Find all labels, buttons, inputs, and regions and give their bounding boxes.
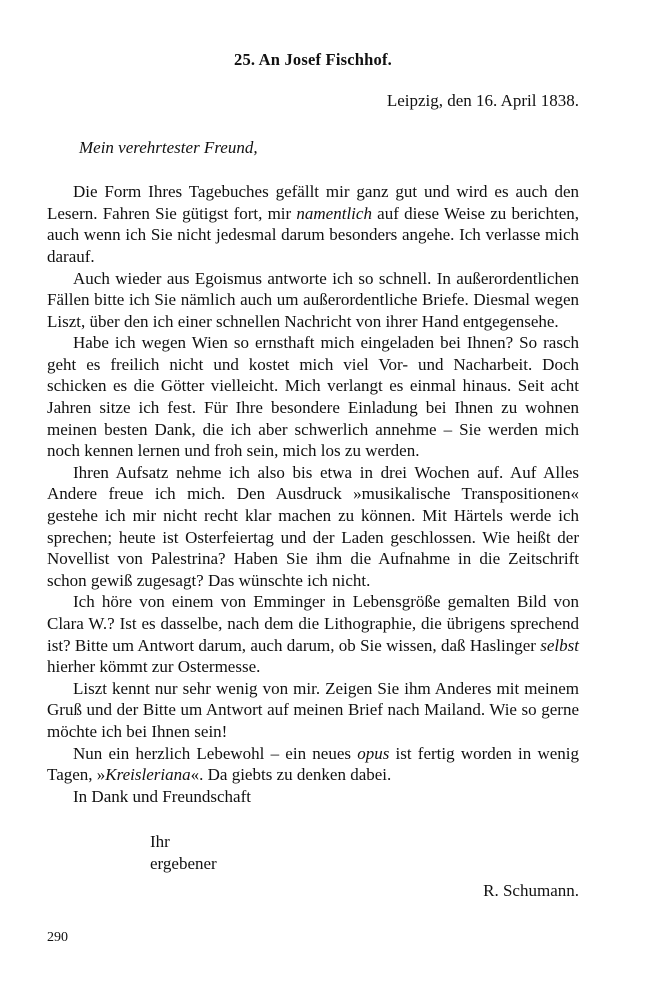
body-text: auf diese Weise zu berichten, auch wenn ich Sie nicht jedesmal darum besonders angehe. Ich verlasse mich darauf.	[47, 203, 580, 266]
emphasis-text: selbst	[540, 635, 579, 655]
body-text: «. Da giebts zu denken dabei.	[190, 765, 392, 785]
paragraph	[47, 332, 579, 462]
letter-title: 25. An Josef Fischhof.	[234, 50, 392, 69]
signature-line-1: Ihr	[150, 832, 170, 852]
paragraph	[47, 743, 579, 786]
letter-body	[47, 181, 579, 786]
body-text: Die Form Ihres Tagebuches gefällt mir ganz gut und wird es auch den Lesern. Fahren Sie gütigst fort, mir	[47, 182, 579, 223]
signature-name: R. Schumann.	[483, 881, 579, 901]
body-text: ist fertig worden in wenig Tagen, »	[47, 743, 579, 785]
paragraph	[47, 462, 579, 592]
body-text: Ihren Aufsatz nehme ich also bis etwa in drei Wochen auf. Auf Alles Andere freue ich mich. Den Ausdruck »musikalische Transpositionen« gestehe ich mir nicht recht klar machen zu können. Mit Härtels werde ich sprechen; heute ist Osterfeiertag und der Laden geschlossen. Wie heißt der Novellist von Palestrina? Haben Sie ihm die Aufnahme in die Zeitschrift schon gewiß zugesagt? Das wünschte ich nicht.	[47, 462, 579, 590]
emphasis-text: namentlich	[296, 203, 372, 223]
body-text: Nun ein herzlich Lebewohl – ein neues	[73, 743, 358, 763]
body-text: Ich höre von einem von Emminger in Lebensgröße gemalten Bild von Clara W.? Ist es dasselbe, nach dem die Lithographie, die übrigens sprechend ist? Bitte um Antwort darum, auch darum, ob Sie wissen, daß Haslinger	[47, 592, 579, 655]
body-text: Habe ich wegen Wien so ernsthaft mich eingeladen bei Ihnen? So rasch geht es freilich nicht und kostet mich viel Vor- und Nacharbeit. Doch schicken es die Götter vielleicht. Mich verlangt es einmal hinaus. Seit acht Jahren sitze ich fest. Für Ihre besondere Einladung bei Ihnen zu wohnen meinen besten Dank, die ich aber schwerlich annehme – Sie werden mich noch kennen lernen und froh sein, mich los zu werden.	[47, 333, 579, 461]
page-number: 290	[47, 930, 68, 945]
dateline: Leipzig, den 16. April 1838.	[386, 90, 579, 110]
body-text: hierher kömmt zur Ostermesse.	[47, 657, 261, 677]
paragraph	[47, 678, 579, 743]
paragraph	[47, 591, 579, 677]
body-text: Auch wieder aus Egoismus antworte ich so schnell. In außerordentlichen Fällen bitte ich Sie nämlich auch um außerordentliche Briefe. Diesmal wegen Liszt, über den ich einer schnellen Nachricht von ihrer Hand entgegensehe.	[47, 268, 579, 331]
paragraph	[47, 181, 579, 267]
emphasis-text: opus	[357, 743, 390, 763]
emphasis-text: Kreisleriana	[105, 765, 191, 785]
signature-line-2: ergebener	[150, 854, 217, 874]
paragraph	[47, 268, 579, 333]
closing-line: In Dank und Freundschaft	[73, 786, 251, 806]
salutation: Mein verehrtester Freund,	[79, 138, 258, 158]
page-content	[47, 50, 579, 901]
signature-block	[47, 831, 579, 875]
body-text: Liszt kennt nur sehr wenig von mir. Zeigen Sie ihm Anderes mit meinem Gruß und der Bitte um Antwort auf meinen Brief nach Mailand. Wie so gerne möchte ich bei Ihnen sein!	[47, 678, 579, 741]
